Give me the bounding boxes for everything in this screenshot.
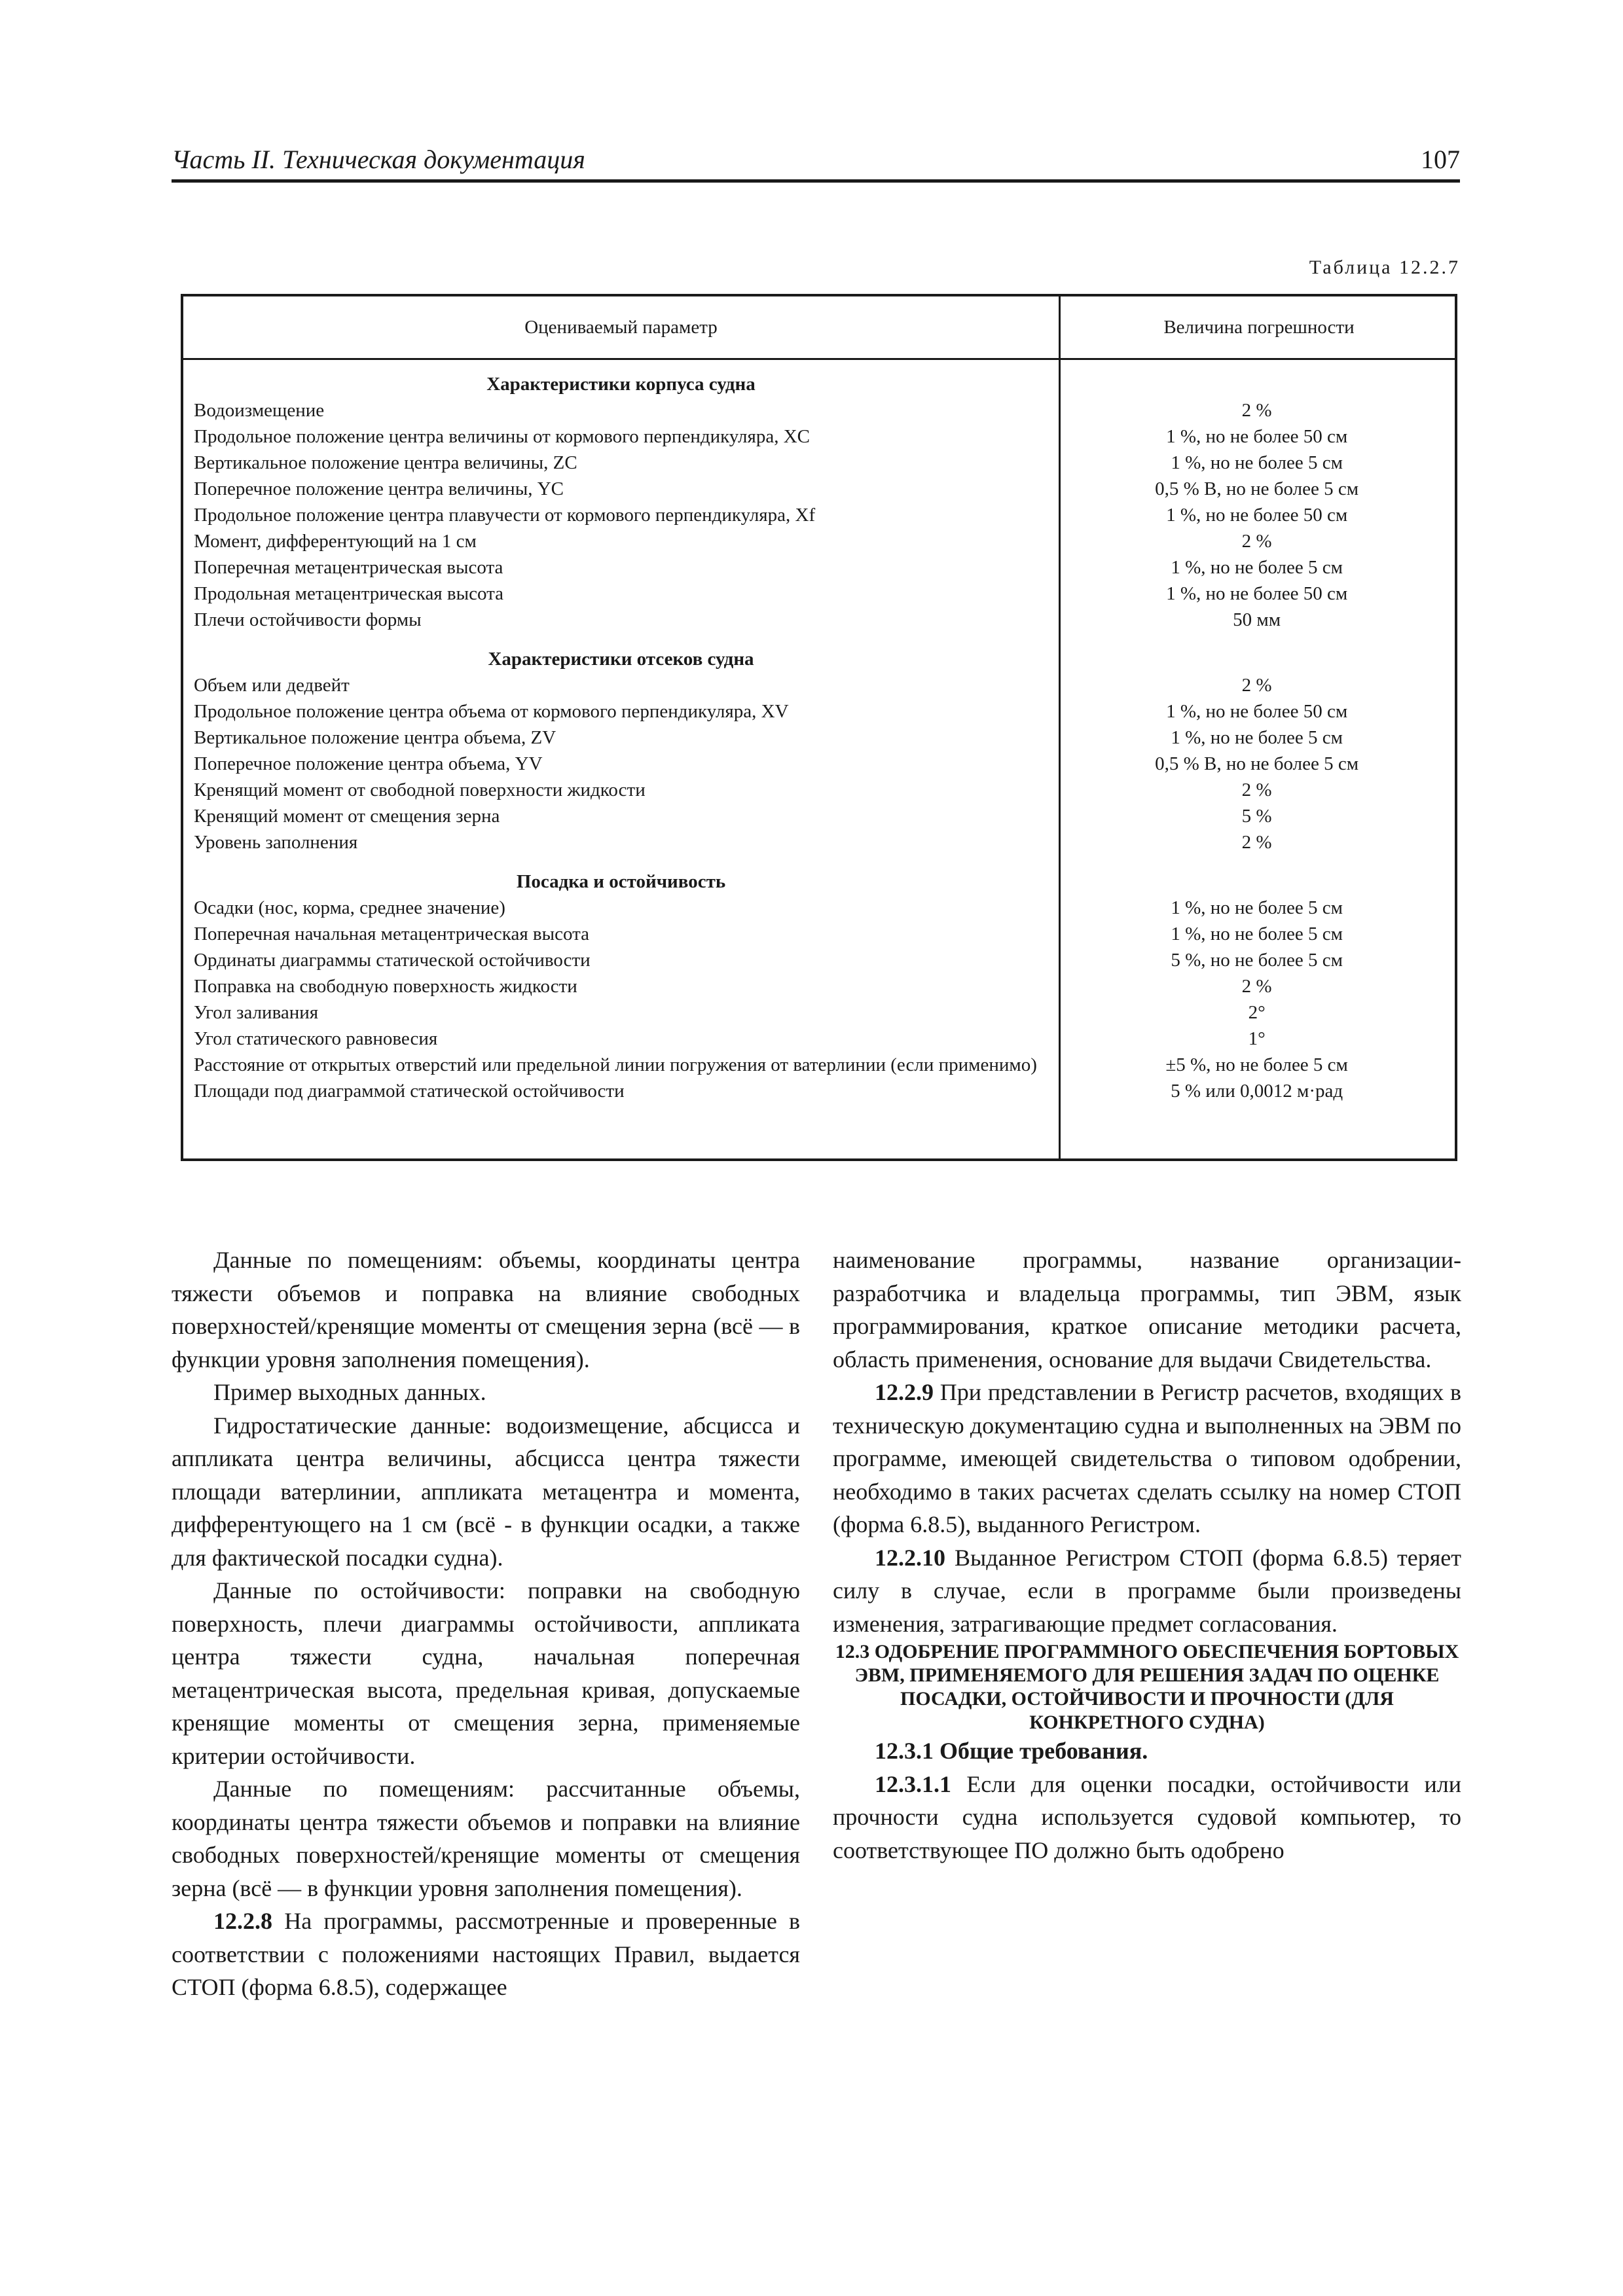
table-header-value: Величина погрешности xyxy=(1163,316,1355,338)
table-row xyxy=(183,581,1455,607)
clause-number: 12.2.8 xyxy=(213,1908,272,1934)
table-cell-value xyxy=(1057,751,1455,777)
table-cell-value xyxy=(1057,829,1455,855)
table-row xyxy=(183,947,1455,973)
table-row xyxy=(183,554,1455,581)
table-cell-param: Уровень заполнения xyxy=(194,832,358,853)
table-cell-param: Вертикальное положение центра величины, ZC xyxy=(194,452,577,473)
table-cell-param: Поперечное положение центра объема, YV xyxy=(194,753,543,774)
table-cell-value xyxy=(1057,895,1455,921)
paragraph: Пример выходных данных. xyxy=(213,1379,486,1405)
paragraph xyxy=(833,1376,1461,1541)
table-section-trim-stability xyxy=(183,855,1455,1104)
table-cell-value-text: 0,5 % B, но не более 5 см xyxy=(1155,478,1359,499)
table-section-title: Характеристики корпуса судна xyxy=(486,374,756,395)
table-cell-value-text: 5 % xyxy=(1241,806,1272,827)
table-cell-value-text: 1 %, но не более 5 см xyxy=(1171,924,1343,944)
table-cell-value xyxy=(1057,1078,1455,1104)
clause-number: 12.2.9 xyxy=(875,1379,934,1405)
table-row xyxy=(183,397,1455,423)
text-column-right xyxy=(833,1244,1461,1867)
table-cell-value-text: 1 %, но не более 50 см xyxy=(1166,505,1348,526)
table-cell-value xyxy=(1057,397,1455,423)
table-row xyxy=(183,895,1455,921)
table-cell-param: Кренящий момент от свободной поверхности жидкости xyxy=(194,780,646,800)
table-cell-param: Момент, дифферентующий на 1 см xyxy=(194,531,477,552)
table-cell-param: Площади под диаграммой статической остойчивости xyxy=(194,1081,625,1102)
table-cell-param: Вертикальное положение центра объема, ZV xyxy=(194,727,556,748)
paragraph-text: Если для оценки посадки, остойчивости или прочности судна используется судовой компьютер, то соответствующее ПО должно быть одобрено xyxy=(833,1770,1462,1863)
table-cell-value xyxy=(1057,450,1455,476)
table-row xyxy=(183,725,1455,751)
table-section-title: Характеристики отсеков судна xyxy=(488,649,754,670)
table-header-param: Оцениваемый параметр xyxy=(524,316,718,338)
table-cell-param: Продольная метацентрическая высота xyxy=(194,583,503,604)
clause-number: 12.2.10 xyxy=(875,1544,945,1571)
table-row xyxy=(183,698,1455,725)
table-cell-value-text: 0,5 % B, но не более 5 см xyxy=(1155,753,1359,774)
table-row xyxy=(183,829,1455,855)
table-row xyxy=(183,1052,1455,1078)
table-cell-value-text: 5 % или 0,0012 м·рад xyxy=(1171,1081,1343,1102)
paragraph: Данные по помещениям: объемы, координаты центра тяжести объемов и поправка на влияние свободных поверхностей/кренящие моменты от смещения зерна (всё — в функции уровня заполнения помещения). xyxy=(172,1247,800,1372)
table-cell-value-text: 2 % xyxy=(1241,675,1272,696)
table-row xyxy=(183,672,1455,698)
paragraph: Данные по остойчивости: поправки на свободную поверхность, плечи диаграммы остойчивости, аппликата центра тяжести судна, начальная поперечная метацентрическая высота, предельная кривая, допускаемые кренящие моменты от смещения зерна, применяемые критерии остойчивости. xyxy=(172,1577,800,1769)
table-row xyxy=(183,921,1455,947)
table-cell-value xyxy=(1057,777,1455,803)
table-cell-value-text: 1 %, но не более 50 см xyxy=(1166,701,1348,722)
paragraph: Данные по помещениям: рассчитанные объемы, координаты центра тяжести объемов и поправки на влияние свободных поверхностей/кренящие моменты от смещения зерна (всё — в функции уровня заполнения помещения). xyxy=(172,1776,800,1901)
table-row xyxy=(183,777,1455,803)
paragraph: наименование программы, название организации-разработчика и владельца программы, тип ЭВМ, язык программирования, краткое описание методики расчета, область применения, основание для выдачи Свидетельства. xyxy=(833,1247,1461,1372)
table-cell-value-text: 2 % xyxy=(1241,832,1272,853)
table-cell-param: Ординаты диаграммы статической остойчивости xyxy=(194,950,591,971)
table-cell-param: Угол статического равновесия xyxy=(194,1028,438,1049)
table-cell-value xyxy=(1057,725,1455,751)
table-section-hull xyxy=(183,358,1455,633)
table-cell-value-text: 2 % xyxy=(1241,400,1272,421)
table-cell-param: Поперечная начальная метацентрическая высота xyxy=(194,924,589,944)
table-body xyxy=(183,358,1455,1104)
table-cell-value xyxy=(1057,476,1455,502)
table-cell-param: Продольное положение центра величины от кормового перпендикуляра, XC xyxy=(194,426,810,447)
table-cell-value-text: 2 % xyxy=(1241,976,1272,997)
table-row xyxy=(183,528,1455,554)
table-cell-param: Кренящий момент от смещения зерна xyxy=(194,806,500,827)
table-cell-value xyxy=(1057,528,1455,554)
table-caption: Таблица 12.2.7 xyxy=(1309,257,1460,278)
paragraph xyxy=(833,1768,1461,1867)
text-column-left xyxy=(172,1244,800,2004)
table-cell-param: Продольное положение центра объема от кормового перпендикуляра, XV xyxy=(194,701,789,722)
error-table xyxy=(181,294,1457,1161)
table-cell-value-text: 2° xyxy=(1248,1002,1266,1023)
table-cell-param: Водоизмещение xyxy=(194,400,325,421)
page-number: 107 xyxy=(1421,145,1460,174)
table-cell-value-text: 5 %, но не более 5 см xyxy=(1171,950,1343,971)
table-cell-value xyxy=(1057,999,1455,1026)
paragraph: Гидростатические данные: водоизмещение, абсцисса и аппликата центра величины, абсцисса центра тяжести площади ватерлинии, аппликата метацентра и момента, дифферентующего на 1 см (всё - в функции осадки, а также для фактической посадки судна). xyxy=(172,1412,800,1571)
clause-number: 12.3.1.1 xyxy=(875,1770,951,1797)
table-cell-value-text: 2 % xyxy=(1241,780,1272,800)
table-row xyxy=(183,450,1455,476)
table-cell-value-text: 1° xyxy=(1248,1028,1266,1049)
table-header-row xyxy=(183,296,1455,360)
table-section-title: Посадка и остойчивость xyxy=(516,871,726,892)
paragraph xyxy=(172,1905,800,2004)
table-row xyxy=(183,476,1455,502)
paragraph-text: Выданное Регистром СТОП (форма 6.8.5) теряет силу в случае, если в программе были произведены изменения, затрагивающие предмет согласования. xyxy=(833,1544,1461,1637)
table-cell-value-text: 1 %, но не более 5 см xyxy=(1171,727,1343,748)
table-cell-param: Продольное положение центра плавучести от кормового перпендикуляра, Xf xyxy=(194,505,816,526)
table-cell-value xyxy=(1057,921,1455,947)
running-header-title: Часть II. Техническая документация xyxy=(172,145,585,174)
table-cell-param: Поперечная метацентрическая высота xyxy=(194,557,503,578)
table-row xyxy=(183,803,1455,829)
subsection-heading: 12.3.1 Общие требования. xyxy=(875,1738,1148,1764)
table-row xyxy=(183,751,1455,777)
table-cell-value xyxy=(1057,502,1455,528)
table-cell-param: Поперечное положение центра величины, YC xyxy=(194,478,564,499)
table-row xyxy=(183,1026,1455,1052)
table-cell-value xyxy=(1057,803,1455,829)
paragraph-text: На программы, рассмотренные и проверенные в соответствии с положениями настоящих Правил, выдается СТОП (форма 6.8.5), содержащее xyxy=(172,1908,801,2000)
table-cell-value-text: 50 мм xyxy=(1233,609,1281,630)
table-row xyxy=(183,502,1455,528)
paragraph xyxy=(833,1541,1461,1641)
table-cell-param: Угол заливания xyxy=(194,1002,319,1023)
table-cell-value xyxy=(1057,423,1455,450)
table-cell-value-text: 2 % xyxy=(1241,531,1272,552)
table-cell-param: Объем или дедвейт xyxy=(194,675,350,696)
table-cell-value xyxy=(1057,973,1455,999)
table-cell-param: Осадки (нос, корма, среднее значение) xyxy=(194,897,505,918)
table-cell-param: Плечи остойчивости формы xyxy=(194,609,422,630)
table-row xyxy=(183,973,1455,999)
paragraph-text: При представлении в Регистр расчетов, входящих в техническую документацию судна и выполненных на ЭВМ по программе, имеющей свидетельства о типовом одобрении, необходимо в таких расчетах сделать ссылку на номер СТОП (форма 6.8.5), выданного Регистром. xyxy=(833,1379,1461,1537)
table-section-compartments xyxy=(183,633,1455,855)
table-row xyxy=(183,423,1455,450)
table-row xyxy=(183,999,1455,1026)
section-heading: 12.3 ОДОБРЕНИЕ ПРОГРАММНОГО ОБЕСПЕЧЕНИЯ БОРТОВЫХ ЭВМ, ПРИМЕНЯЕМОГО ДЛЯ РЕШЕНИЯ ЗАДАЧ ПО ОЦЕНКЕ ПОСАДКИ, ОСТОЙЧИВОСТИ И ПРОЧНОСТИ (ДЛЯ КОНКРЕТНОГО СУДНА) xyxy=(835,1641,1459,1733)
table-cell-value-text: 1 %, но не более 5 см xyxy=(1171,452,1343,473)
table-row xyxy=(183,607,1455,633)
table-cell-value-text: 1 %, но не более 5 см xyxy=(1171,557,1343,578)
table-cell-value xyxy=(1057,698,1455,725)
table-cell-value-text: 1 %, но не более 50 см xyxy=(1166,583,1348,604)
table-cell-param: Расстояние от открытых отверстий или предельной линии погружения от ватерлинии (если применимо) xyxy=(194,1054,1037,1075)
table-cell-value xyxy=(1057,947,1455,973)
table-cell-value xyxy=(1057,1052,1455,1078)
table-row xyxy=(183,1078,1455,1104)
table-cell-value-text: 1 %, но не более 50 см xyxy=(1166,426,1348,447)
running-header xyxy=(172,143,1460,183)
table-cell-value-text: ±5 %, но не более 5 см xyxy=(1165,1054,1348,1075)
table-cell-value xyxy=(1057,607,1455,633)
table-cell-value-text: 1 %, но не более 5 см xyxy=(1171,897,1343,918)
table-cell-value xyxy=(1057,581,1455,607)
table-cell-param: Поправка на свободную поверхность жидкости xyxy=(194,976,577,997)
table-cell-value xyxy=(1057,1026,1455,1052)
table-cell-value xyxy=(1057,672,1455,698)
table-cell-value xyxy=(1057,554,1455,581)
